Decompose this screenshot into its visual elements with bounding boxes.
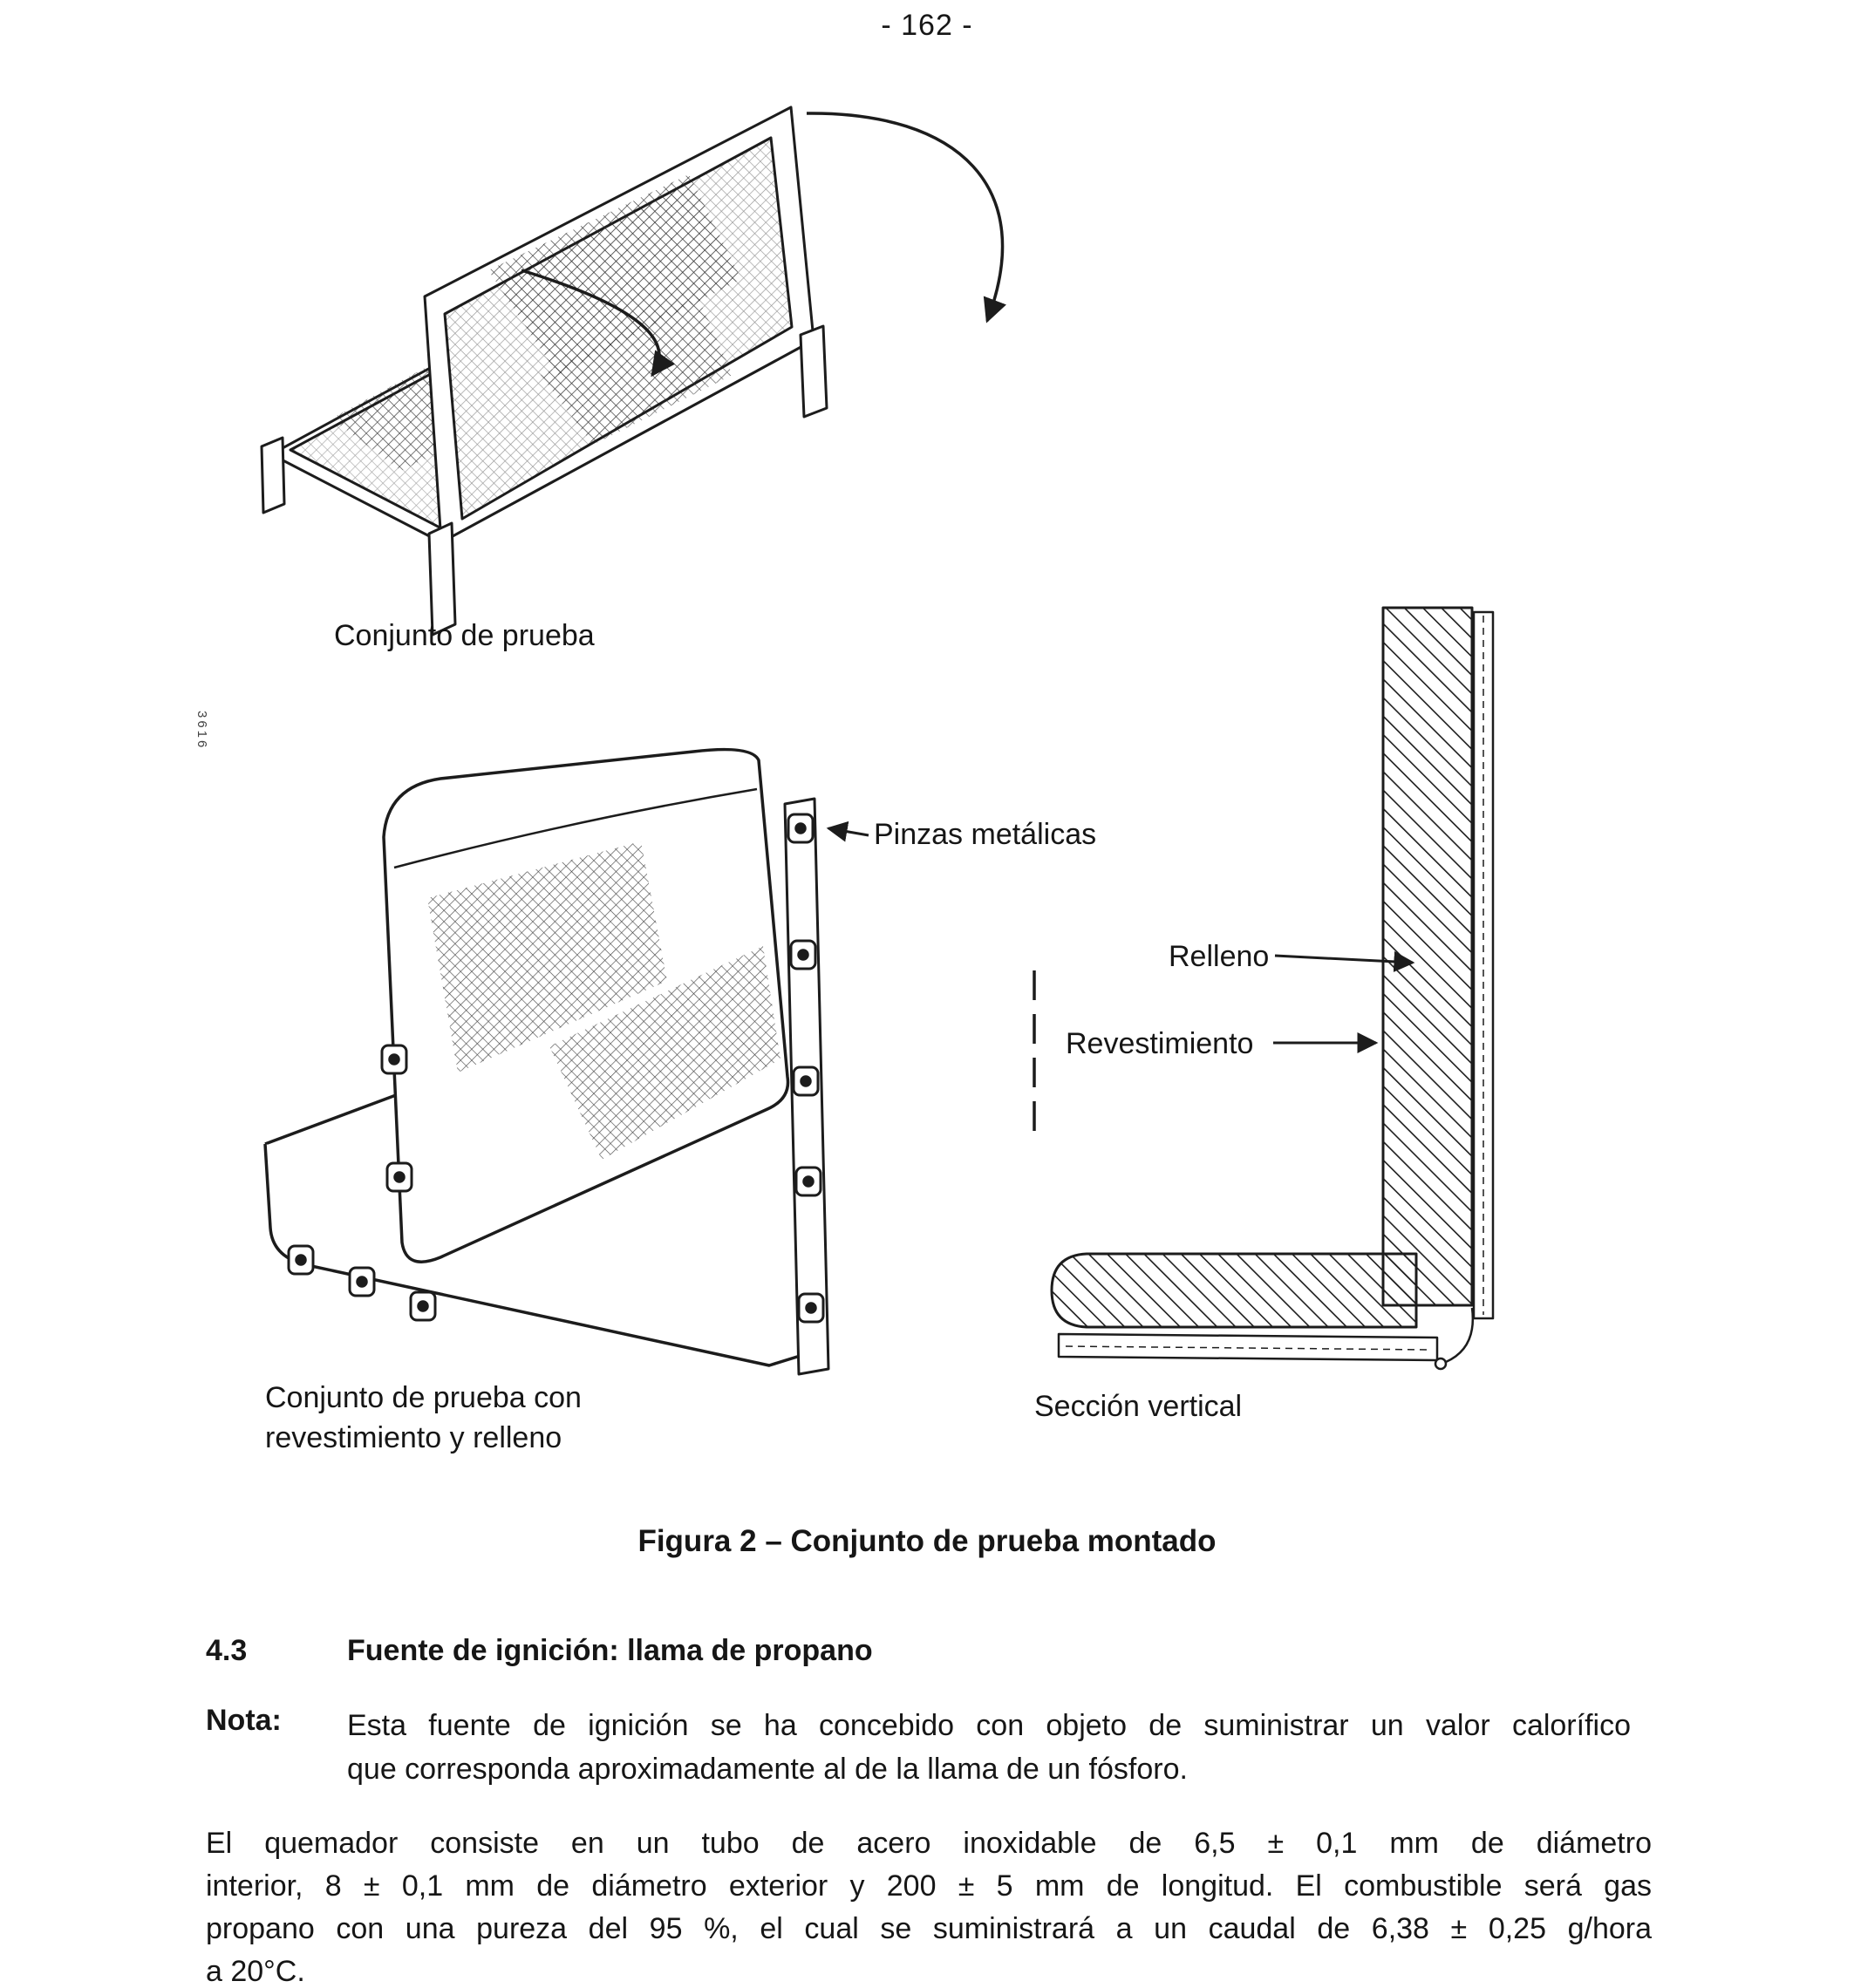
body-line: El quemador consiste en un tubo de acero inoxidable de 6,5 ± 0,1 mm de diámetro [206,1827,1652,1860]
figure-caption: Figura 2 – Conjunto de prueba montado [637,1524,1217,1558]
label-covering: Revestimiento [1066,1027,1254,1060]
note-line: Esta fuente de ignición se ha concebido con objeto de suministrar un valor calorífico [347,1709,1631,1742]
margin-mark: 3616 [194,711,209,751]
body-paragraph [206,1822,1652,1988]
label-assembly-covered-line1: Conjunto de prueba con [265,1381,582,1414]
vertical-section-drawing [1034,608,1493,1369]
note-label: Nota: [206,1704,282,1737]
body-line: propano con una pureza del 95 %, el cual se suministrará a un caudal de 6,38 ± 0,25 g/hora [206,1912,1652,1945]
page-number: - 162 - [881,9,973,42]
section-title: Fuente de ignición: llama de propano [347,1634,873,1667]
label-assembly-covered [265,1378,582,1458]
label-test-assembly: Conjunto de prueba [334,619,595,652]
test-frame-drawing [262,107,1003,635]
note-line: que corresponda aproximadamente al de la llama de un fósforo. [347,1753,1188,1786]
label-filling: Relleno [1169,940,1270,973]
body-line: interior, 8 ± 0,1 mm de diámetro exterior y 200 ± 5 mm de longitud. El combustible será gas [206,1869,1652,1903]
label-vertical-section: Sección vertical [1034,1390,1243,1423]
section-number: 4.3 [206,1634,248,1667]
covered-assembly-drawing [265,750,869,1374]
label-metal-clips: Pinzas metálicas [874,818,1097,851]
note-text [347,1704,1631,1791]
label-assembly-covered-line2: revestimiento y relleno [265,1421,562,1454]
body-line: a 20°C. [206,1955,305,1988]
